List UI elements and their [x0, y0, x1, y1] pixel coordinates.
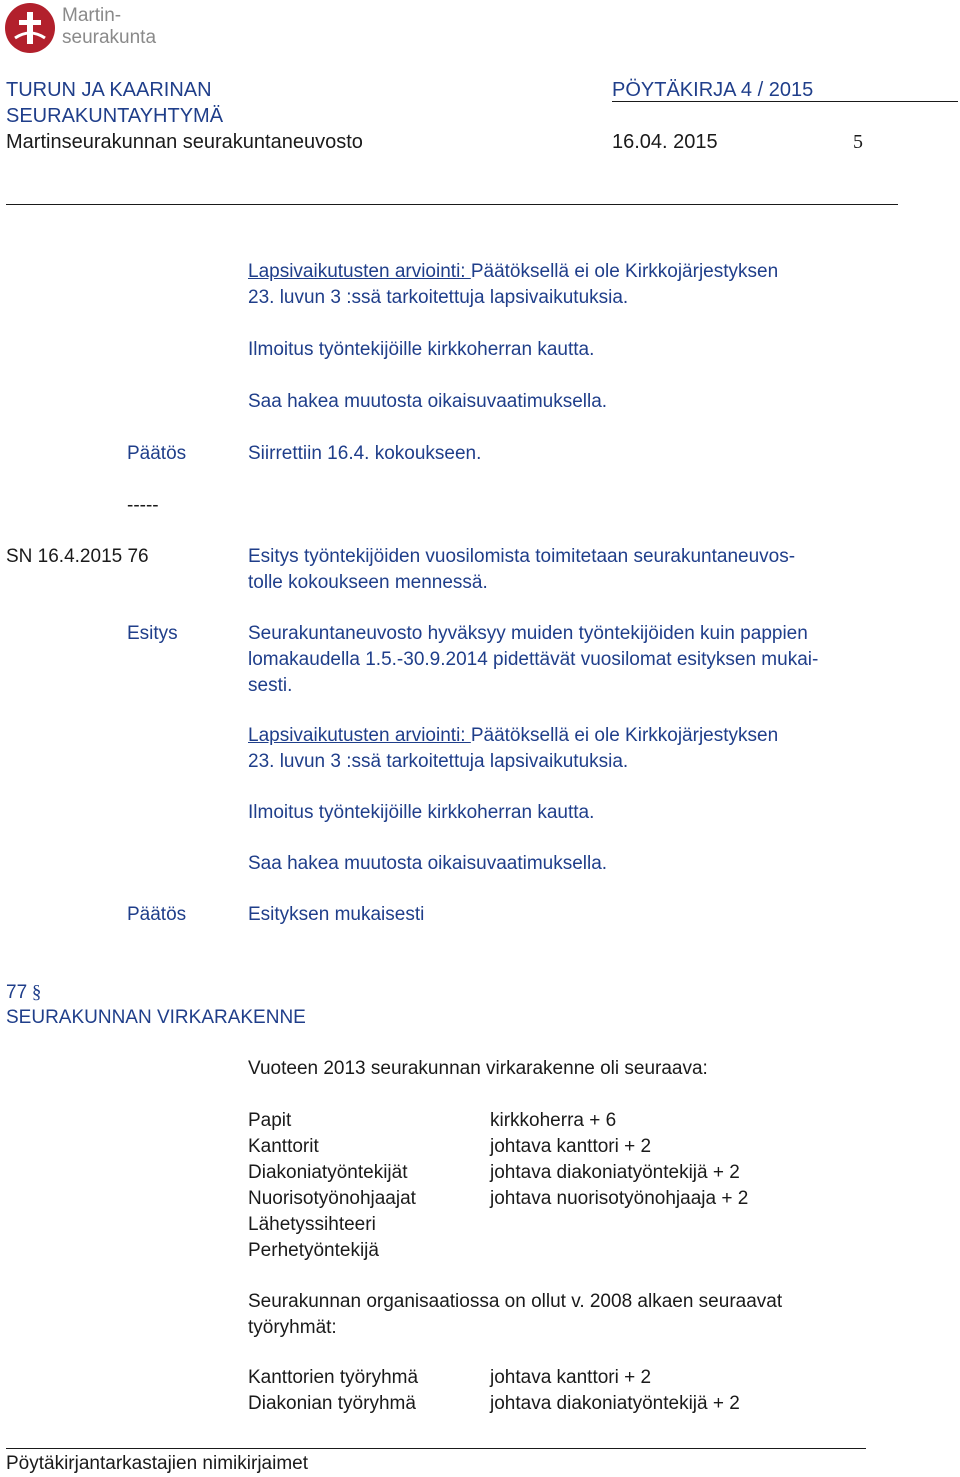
proposal-line2: lomakaudella 1.5.-30.9.2014 pidettävät vuosilomat esityksen mukai- — [248, 649, 819, 670]
org-name-line2: SEURAKUNTAYHTYMÄ — [6, 105, 224, 127]
child-impact-line1 — [248, 259, 778, 285]
proposal-label: Esitys — [127, 623, 178, 644]
item76-title-line2: tolle kokoukseen mennessä. — [248, 572, 488, 593]
org-name-line1: TURUN JA KAARINAN — [6, 79, 212, 101]
page-number: 5 — [853, 131, 863, 153]
appeal-text: Saa hakea muutosta oikaisuvaatimuksella. — [248, 391, 608, 412]
post-role: Nuorisotyönohjaajat — [248, 1188, 416, 1209]
post-role: Kanttorit — [248, 1136, 319, 1157]
logo-text-line2: seurakunta — [62, 27, 157, 48]
item76-reference: SN 16.4.2015 76 — [6, 546, 149, 567]
structure-intro: Vuoteen 2013 seurakunnan virkarakenne oli seuraava: — [248, 1058, 708, 1079]
group-detail: johtava diakoniatyöntekijä + 2 — [490, 1393, 740, 1414]
item76-decision-text: Esityksen mukaisesti — [248, 904, 425, 925]
document-title: PÖYTÄKIRJA 4 / 2015 — [612, 79, 814, 101]
organisation-line1: Seurakunnan organisaatiossa on ollut v. 2008 alkaen seuraavat — [248, 1291, 783, 1312]
child-impact-label: Lapsivaikutusten arviointi: — [248, 261, 471, 282]
item76-child-impact-line1 — [248, 723, 778, 749]
post-detail: johtava kanttori + 2 — [490, 1136, 652, 1157]
proposal-line1: Seurakuntaneuvosto hyväksyy muiden työntekijöiden kuin pappien — [248, 623, 808, 644]
cross-seal-icon — [4, 2, 56, 54]
item76-notification: Ilmoitus työntekijöille kirkkoherran kautta. — [248, 802, 595, 823]
item76-title-line1: Esitys työntekijöiden vuosilomista toimitetaan seurakuntaneuvos- — [248, 546, 796, 567]
header-divider — [6, 204, 898, 205]
decision-text: Siirrettiin 16.4. kokoukseen. — [248, 443, 482, 464]
item76-decision-label: Päätös — [127, 904, 187, 925]
item77-title: SEURAKUNNAN VIRKARAKENNE — [6, 1007, 306, 1028]
section-separator: ----- — [127, 495, 159, 516]
item76-appeal: Saa hakea muutosta oikaisuvaatimuksella. — [248, 853, 608, 874]
child-impact-text: Päätöksellä ei ole Kirkkojärjestyksen — [470, 261, 779, 282]
post-detail: kirkkoherra + 6 — [490, 1110, 617, 1131]
group-role: Kanttorien työryhmä — [248, 1367, 419, 1388]
decision-label: Päätös — [127, 443, 187, 464]
item76-child-impact-line2: 23. luvun 3 :ssä tarkoitettuja lapsivaikutuksia. — [248, 751, 629, 772]
footer-initials-label: Pöytäkirjantarkastajien nimikirjaimet — [6, 1453, 308, 1474]
meeting-body: Martinseurakunnan seurakuntaneuvosto — [6, 131, 363, 153]
group-role: Diakonian työryhmä — [248, 1393, 416, 1414]
organisation-line2: työryhmät: — [248, 1317, 337, 1338]
item77-number-line — [6, 980, 41, 1006]
post-role: Diakoniatyöntekijät — [248, 1162, 408, 1183]
group-detail: johtava kanttori + 2 — [490, 1367, 652, 1388]
post-detail: johtava nuorisotyönohjaaja + 2 — [490, 1188, 749, 1209]
post-role: Perhetyöntekijä — [248, 1240, 379, 1261]
post-role: Papit — [248, 1110, 292, 1131]
child-impact-line2: 23. luvun 3 :ssä tarkoitettuja lapsivaikutuksia. — [248, 287, 629, 308]
logo-text-line1: Martin- — [62, 5, 122, 26]
footer-rule — [6, 1448, 866, 1449]
item77-number: 77 — [6, 982, 28, 1003]
post-role: Lähetyssihteeri — [248, 1214, 376, 1235]
post-detail: johtava diakoniatyöntekijä + 2 — [490, 1162, 740, 1183]
section-sign-icon: § — [27, 982, 42, 1003]
item76-child-impact-label: Lapsivaikutusten arviointi: — [248, 725, 471, 746]
header-rule — [612, 101, 958, 102]
notification-text: Ilmoitus työntekijöille kirkkoherran kautta. — [248, 339, 595, 360]
meeting-date: 16.04. 2015 — [612, 131, 718, 153]
proposal-line3: sesti. — [248, 675, 293, 696]
item76-child-impact-text: Päätöksellä ei ole Kirkkojärjestyksen — [470, 725, 779, 746]
